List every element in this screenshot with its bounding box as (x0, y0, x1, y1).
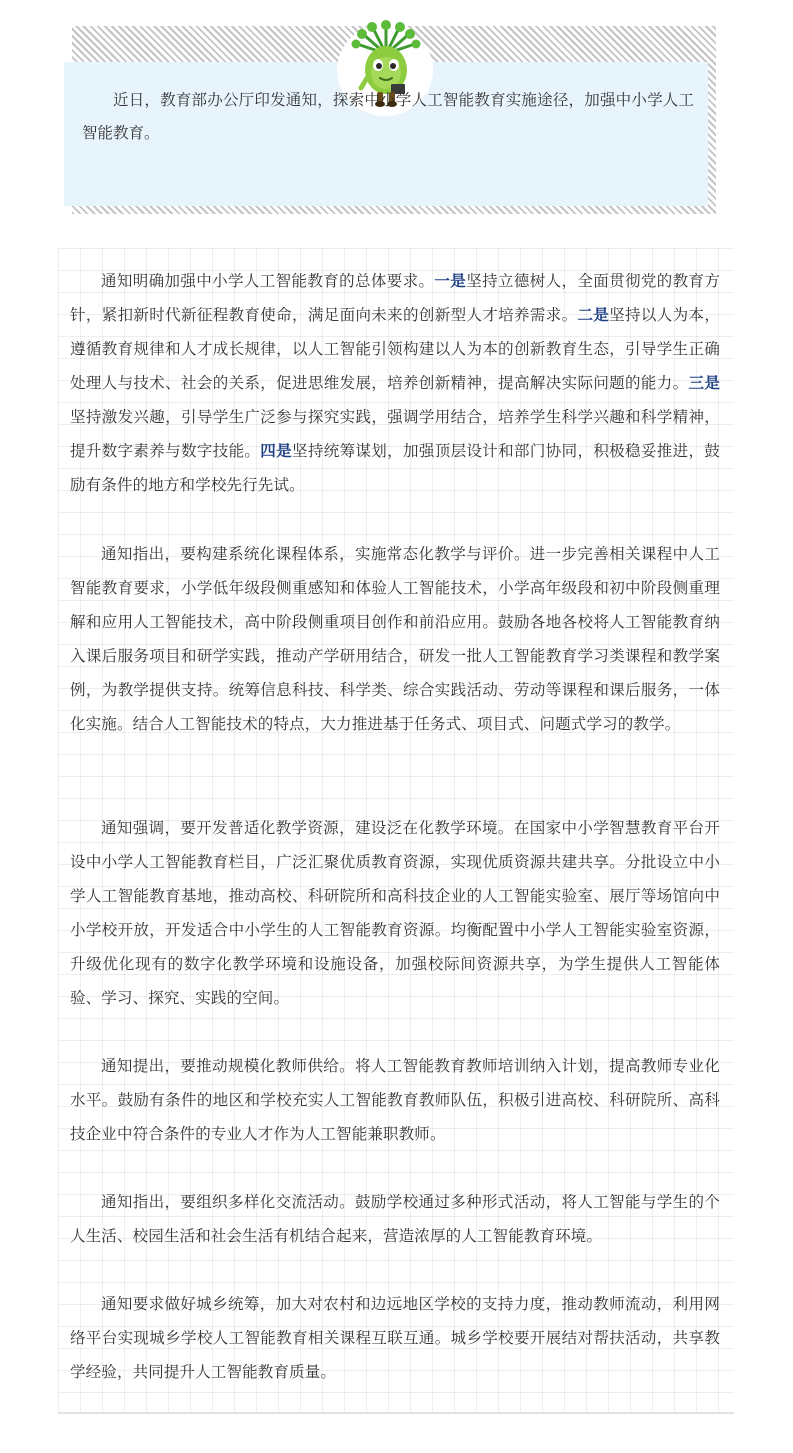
paragraph-general-requirements (70, 264, 720, 502)
intro-card (64, 18, 716, 214)
paragraph-activities: 通知指出，要组织多样化交流活动。鼓励学校通过多种形式活动，将人工智能与学生的个人生活、校园生活和社会生活有机结合起来，营造浓厚的人工智能教育环境。 (70, 1193, 720, 1245)
paragraph-text: 坚持以人为本，遵循教育规律和人才成长规律，以人工智能引领构建以人为本的创新教育生态，引导学生正确处理人与技术、社会的关系，促进思维发展，培养创新精神，提高解决实际问题的能力。 (70, 306, 720, 392)
article-body (58, 248, 734, 1412)
highlight-first: 一是 (434, 272, 467, 290)
paragraph-teachers: 通知提出，要推动规模化教师供给。将人工智能教育教师培训纳入计划，提高教师专业化水平。鼓励有条件的地区和学校充实人工智能教育教师队伍，积极引进高校、科研院所、高科技企业中符合条件的专业人才作为人工智能兼职教师。 (70, 1057, 720, 1143)
highlight-fourth: 四是 (260, 442, 293, 460)
highlight-third: 三是 (688, 374, 720, 392)
paragraph-text: 坚持统筹谋划，加强顶层设计和部门协同，积极稳妥推进，鼓励有条件的地方和学校先行先试。 (70, 442, 720, 494)
paragraph-curriculum: 通知指出，要构建系统化课程体系，实施常态化教学与评价。进一步完善相关课程中人工智能教育要求，小学低年级段侧重感知和体验人工智能技术，小学高年级段和初中阶段侧重理解和应用人工智能技术，高中阶段侧重项目创作和前沿应用。鼓励各地各校将人工智能教育纳入课后服务项目和研学实践，推动产学研用结合，研发一批人工智能教育学习类课程和教学案例，为教学提供支持。统筹信息科技、科学类、综合实践活动、劳动等课程和课后服务，一体化实施。结合人工智能技术的特点，大力推进基于任务式、项目式、问题式学习的教学。 (70, 545, 720, 733)
paragraph-text: 通知明确加强中小学人工智能教育的总体要求。 (101, 272, 435, 290)
article-bottom-divider (58, 1412, 734, 1414)
intro-text: 近日，教育部办公厅印发通知，探索中小学人工智能教育实施途径，加强中小学人工智能教育。 (82, 91, 694, 142)
paragraph-text: 坚持激发兴趣，引导学生广泛参与探究实践，强调学用结合，培养学生科学兴趣和科学精神，提升数字素养与数字技能。 (70, 408, 720, 460)
highlight-second: 二是 (577, 306, 610, 324)
paragraph-text: 坚持立德树人，全面贯彻党的教育方针，紧扣新时代新征程教育使命，满足面向未来的创新型人才培养需求。 (70, 272, 720, 324)
paragraph-resources: 通知强调，要开发普适化教学资源，建设泛在化教学环境。在国家中小学智慧教育平台开设中小学人工智能教育栏目，广泛汇聚优质教育资源，实现优质资源共建共享。分批设立中小学人工智能教育基地，推动高校、科研院所和高科技企业的人工智能实验室、展厅等场馆向中小学校开放，开发适合中小学生的人工智能教育资源。均衡配置中小学人工智能实验室资源，升级优化现有的数字化教学环境和设施设备，加强校际间资源共享，为学生提供人工智能体验、学习、探究、实践的空间。 (70, 819, 720, 1007)
paragraph-urban-rural: 通知要求做好城乡统筹，加大对农村和边远地区学校的支持力度，推动教师流动，利用网络平台实现城乡学校人工智能教育相关课程互联互通。城乡学校要开展结对帮扶活动，共享教学经验，共同提升人工智能教育质量。 (70, 1295, 720, 1381)
